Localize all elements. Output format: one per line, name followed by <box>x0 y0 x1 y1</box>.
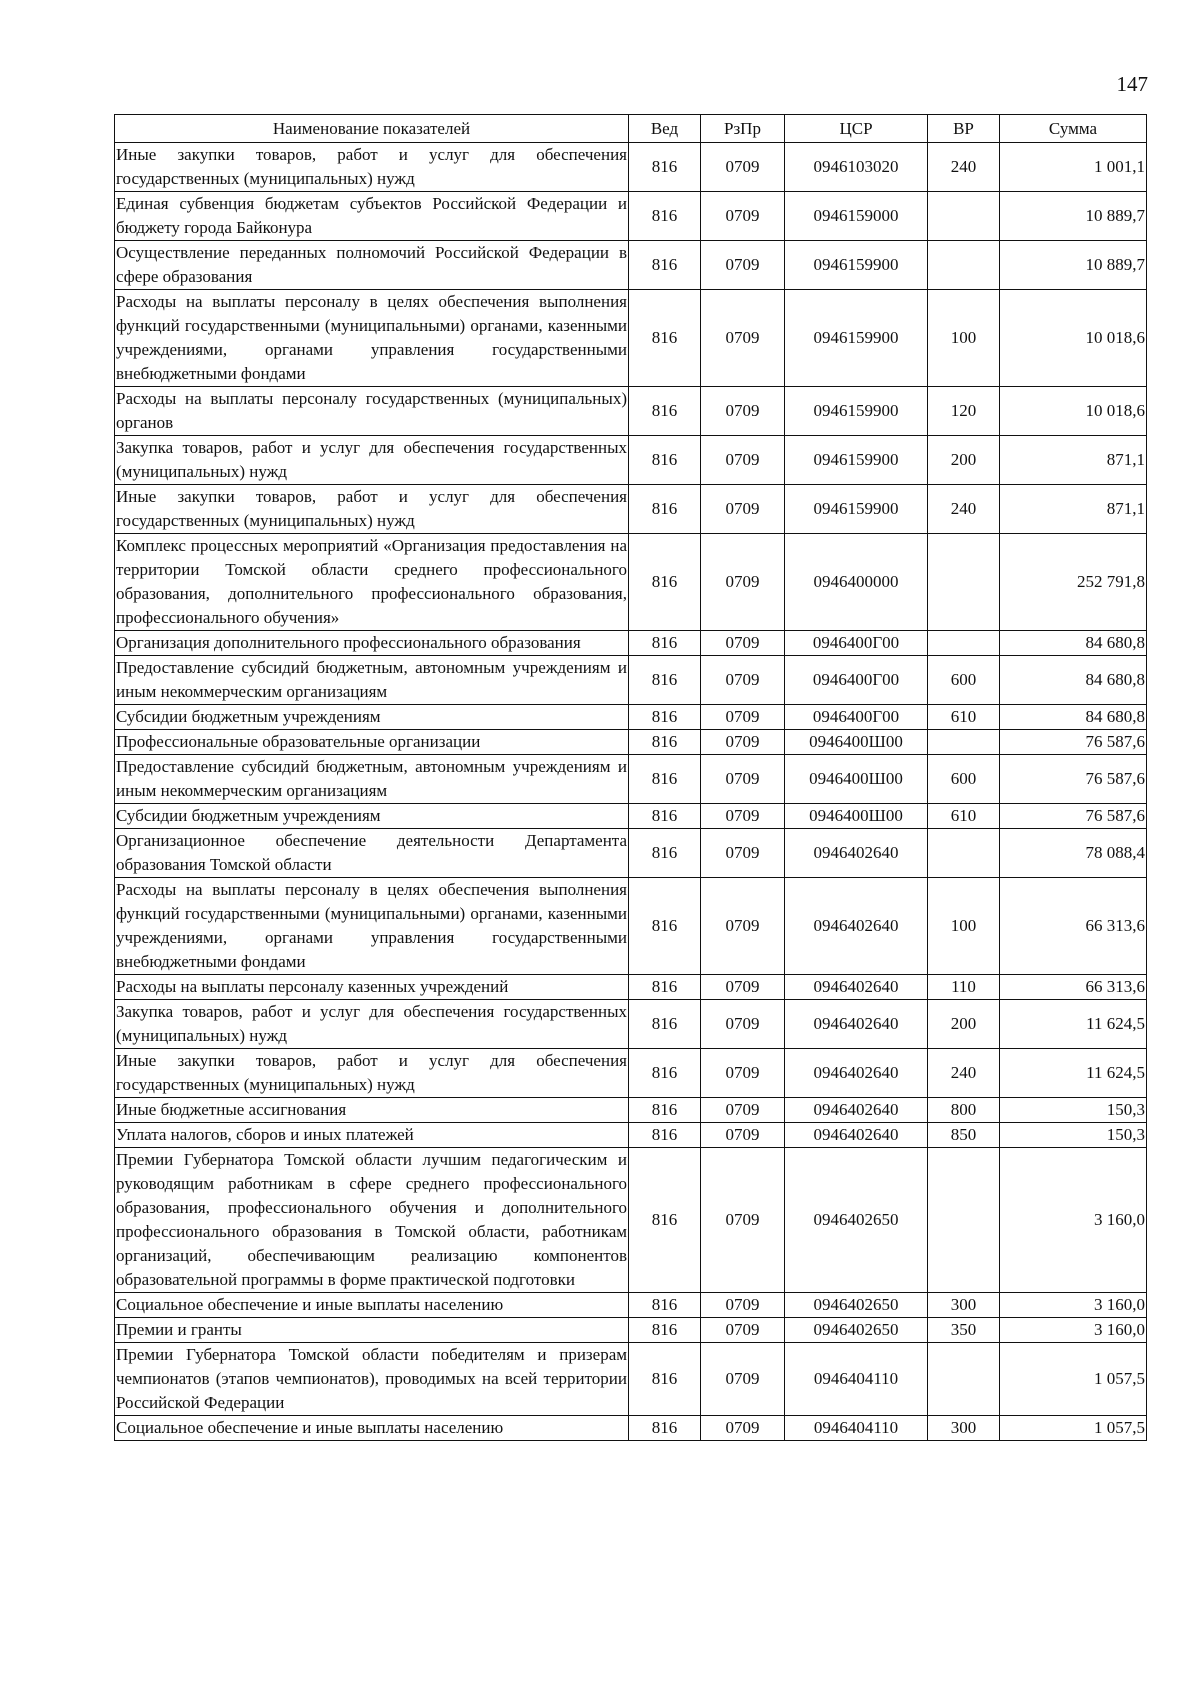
cell-ved: 816 <box>629 192 701 241</box>
cell-sum: 76 587,6 <box>1000 804 1147 829</box>
cell-rzpr: 0709 <box>701 1123 785 1148</box>
cell-name: Расходы на выплаты персоналу государственных (муниципальных) органов <box>115 387 629 436</box>
cell-sum: 252 791,8 <box>1000 534 1147 631</box>
cell-rzpr: 0709 <box>701 1293 785 1318</box>
cell-sum: 10 018,6 <box>1000 387 1147 436</box>
cell-csr: 0946400Ш00 <box>785 804 928 829</box>
cell-ved: 816 <box>629 1000 701 1049</box>
cell-sum: 10 889,7 <box>1000 192 1147 241</box>
cell-sum: 10 018,6 <box>1000 290 1147 387</box>
cell-ved: 816 <box>629 534 701 631</box>
cell-ved: 816 <box>629 878 701 975</box>
cell-vr: 110 <box>928 975 1000 1000</box>
cell-ved: 816 <box>629 387 701 436</box>
cell-csr: 0946400Г00 <box>785 631 928 656</box>
cell-ved: 816 <box>629 705 701 730</box>
cell-ved: 816 <box>629 143 701 192</box>
cell-ved: 816 <box>629 975 701 1000</box>
cell-name: Комплекс процессных мероприятий «Организация предоставления на территории Томской области среднего профессионального образования, дополнительного профессионального образования, профессионального обучения» <box>115 534 629 631</box>
cell-vr <box>928 534 1000 631</box>
table-row <box>115 192 1147 241</box>
cell-ved: 816 <box>629 804 701 829</box>
cell-ved: 816 <box>629 1049 701 1098</box>
header-rzpr: РзПр <box>701 115 785 143</box>
cell-csr: 0946404110 <box>785 1343 928 1416</box>
table-row <box>115 1049 1147 1098</box>
cell-rzpr: 0709 <box>701 1000 785 1049</box>
table-row <box>115 631 1147 656</box>
cell-vr: 200 <box>928 436 1000 485</box>
cell-csr: 0946402650 <box>785 1293 928 1318</box>
page-number: 147 <box>1116 72 1148 96</box>
cell-rzpr: 0709 <box>701 534 785 631</box>
header-sum: Сумма <box>1000 115 1147 143</box>
cell-vr: 300 <box>928 1293 1000 1318</box>
cell-name: Иные закупки товаров, работ и услуг для обеспечения государственных (муниципальных) нужд <box>115 143 629 192</box>
cell-vr <box>928 1148 1000 1293</box>
cell-name: Субсидии бюджетным учреждениям <box>115 705 629 730</box>
cell-ved: 816 <box>629 829 701 878</box>
table-row <box>115 1123 1147 1148</box>
cell-ved: 816 <box>629 1343 701 1416</box>
cell-name: Премии и гранты <box>115 1318 629 1343</box>
cell-rzpr: 0709 <box>701 631 785 656</box>
budget-table <box>114 114 1147 1441</box>
cell-name: Организационное обеспечение деятельности Департамента образования Томской области <box>115 829 629 878</box>
cell-csr: 0946159000 <box>785 192 928 241</box>
cell-sum: 150,3 <box>1000 1123 1147 1148</box>
header-csr: ЦСР <box>785 115 928 143</box>
cell-name: Уплата налогов, сборов и иных платежей <box>115 1123 629 1148</box>
cell-rzpr: 0709 <box>701 1343 785 1416</box>
cell-csr: 0946402650 <box>785 1318 928 1343</box>
cell-vr <box>928 829 1000 878</box>
cell-vr: 800 <box>928 1098 1000 1123</box>
cell-name: Иные закупки товаров, работ и услуг для обеспечения государственных (муниципальных) нужд <box>115 1049 629 1098</box>
cell-name: Предоставление субсидий бюджетным, автономным учреждениям и иным некоммерческим организациям <box>115 656 629 705</box>
header-vr: ВР <box>928 115 1000 143</box>
cell-rzpr: 0709 <box>701 656 785 705</box>
table-row <box>115 1098 1147 1123</box>
cell-csr: 0946402650 <box>785 1148 928 1293</box>
table-row <box>115 1416 1147 1441</box>
table-row <box>115 1343 1147 1416</box>
cell-csr: 0946402640 <box>785 1049 928 1098</box>
cell-csr: 0946400Ш00 <box>785 755 928 804</box>
cell-ved: 816 <box>629 1148 701 1293</box>
cell-rzpr: 0709 <box>701 387 785 436</box>
cell-csr: 0946159900 <box>785 290 928 387</box>
table-row <box>115 705 1147 730</box>
table-row <box>115 656 1147 705</box>
cell-rzpr: 0709 <box>701 975 785 1000</box>
table-row <box>115 1318 1147 1343</box>
cell-rzpr: 0709 <box>701 1416 785 1441</box>
cell-name: Субсидии бюджетным учреждениям <box>115 804 629 829</box>
cell-name: Предоставление субсидий бюджетным, автономным учреждениям и иным некоммерческим организациям <box>115 755 629 804</box>
table-row <box>115 436 1147 485</box>
cell-csr: 0946402640 <box>785 975 928 1000</box>
cell-sum: 1 057,5 <box>1000 1416 1147 1441</box>
cell-csr: 0946400Ш00 <box>785 730 928 755</box>
cell-csr: 0946404110 <box>785 1416 928 1441</box>
header-name: Наименование показателей <box>115 115 629 143</box>
cell-vr: 200 <box>928 1000 1000 1049</box>
table-row <box>115 878 1147 975</box>
cell-vr <box>928 1343 1000 1416</box>
cell-ved: 816 <box>629 730 701 755</box>
cell-sum: 84 680,8 <box>1000 705 1147 730</box>
table-row <box>115 534 1147 631</box>
cell-ved: 816 <box>629 1293 701 1318</box>
cell-rzpr: 0709 <box>701 1049 785 1098</box>
cell-sum: 3 160,0 <box>1000 1148 1147 1293</box>
cell-name: Премии Губернатора Томской области лучшим педагогическим и руководящим работникам в сфере среднего профессионального образования, профессионального обучения и дополнительного профессионального образования в Томской области, работникам организаций, обеспечивающим реализацию компонентов образовательной программы в форме практической подготовки <box>115 1148 629 1293</box>
cell-vr: 240 <box>928 143 1000 192</box>
cell-csr: 0946402640 <box>785 1000 928 1049</box>
table-header <box>115 115 1147 143</box>
cell-ved: 816 <box>629 290 701 387</box>
cell-rzpr: 0709 <box>701 1318 785 1343</box>
cell-rzpr: 0709 <box>701 1098 785 1123</box>
table-row <box>115 1293 1147 1318</box>
cell-ved: 816 <box>629 485 701 534</box>
cell-name: Социальное обеспечение и иные выплаты населению <box>115 1293 629 1318</box>
table-row <box>115 1148 1147 1293</box>
cell-vr <box>928 730 1000 755</box>
cell-sum: 76 587,6 <box>1000 755 1147 804</box>
cell-sum: 150,3 <box>1000 1098 1147 1123</box>
cell-sum: 3 160,0 <box>1000 1318 1147 1343</box>
cell-csr: 0946402640 <box>785 878 928 975</box>
cell-name: Закупка товаров, работ и услуг для обеспечения государственных (муниципальных) нужд <box>115 1000 629 1049</box>
cell-name: Расходы на выплаты персоналу в целях обеспечения выполнения функций государственными (муниципальными) органами, казенными учреждениями, органами управления государственными внебюджетными фондами <box>115 878 629 975</box>
cell-sum: 78 088,4 <box>1000 829 1147 878</box>
header-row <box>115 115 1147 143</box>
cell-csr: 0946402640 <box>785 1098 928 1123</box>
cell-ved: 816 <box>629 436 701 485</box>
cell-vr: 100 <box>928 878 1000 975</box>
table-row <box>115 755 1147 804</box>
cell-rzpr: 0709 <box>701 878 785 975</box>
cell-csr: 0946159900 <box>785 387 928 436</box>
cell-rzpr: 0709 <box>701 829 785 878</box>
cell-ved: 816 <box>629 1098 701 1123</box>
cell-vr: 300 <box>928 1416 1000 1441</box>
cell-sum: 11 624,5 <box>1000 1000 1147 1049</box>
cell-ved: 816 <box>629 755 701 804</box>
cell-name: Иные закупки товаров, работ и услуг для обеспечения государственных (муниципальных) нужд <box>115 485 629 534</box>
table-row <box>115 290 1147 387</box>
cell-rzpr: 0709 <box>701 143 785 192</box>
cell-rzpr: 0709 <box>701 755 785 804</box>
table-row <box>115 241 1147 290</box>
cell-name: Иные бюджетные ассигнования <box>115 1098 629 1123</box>
cell-csr: 0946103020 <box>785 143 928 192</box>
cell-name: Расходы на выплаты персоналу казенных учреждений <box>115 975 629 1000</box>
table-body <box>115 143 1147 1441</box>
table-row <box>115 829 1147 878</box>
cell-name: Расходы на выплаты персоналу в целях обеспечения выполнения функций государственными (муниципальными) органами, казенными учреждениями, органами управления государственными внебюджетными фондами <box>115 290 629 387</box>
cell-rzpr: 0709 <box>701 485 785 534</box>
cell-csr: 0946400000 <box>785 534 928 631</box>
cell-name: Единая субвенция бюджетам субъектов Российской Федерации и бюджету города Байконура <box>115 192 629 241</box>
cell-sum: 3 160,0 <box>1000 1293 1147 1318</box>
cell-sum: 10 889,7 <box>1000 241 1147 290</box>
cell-vr: 120 <box>928 387 1000 436</box>
cell-vr: 600 <box>928 755 1000 804</box>
cell-vr: 240 <box>928 1049 1000 1098</box>
cell-rzpr: 0709 <box>701 192 785 241</box>
cell-sum: 11 624,5 <box>1000 1049 1147 1098</box>
cell-sum: 1 057,5 <box>1000 1343 1147 1416</box>
cell-ved: 816 <box>629 1123 701 1148</box>
cell-vr: 610 <box>928 705 1000 730</box>
cell-ved: 816 <box>629 656 701 705</box>
cell-rzpr: 0709 <box>701 290 785 387</box>
cell-name: Закупка товаров, работ и услуг для обеспечения государственных (муниципальных) нужд <box>115 436 629 485</box>
table-row <box>115 730 1147 755</box>
cell-rzpr: 0709 <box>701 436 785 485</box>
cell-name: Осуществление переданных полномочий Российской Федерации в сфере образования <box>115 241 629 290</box>
cell-vr: 350 <box>928 1318 1000 1343</box>
cell-csr: 0946159900 <box>785 241 928 290</box>
cell-sum: 871,1 <box>1000 436 1147 485</box>
cell-vr <box>928 631 1000 656</box>
table-row <box>115 804 1147 829</box>
cell-vr <box>928 192 1000 241</box>
cell-ved: 816 <box>629 631 701 656</box>
table-row <box>115 1000 1147 1049</box>
cell-name: Премии Губернатора Томской области победителям и призерам чемпионатов (этапов чемпионатов), проводимых на всей территории Российской Федерации <box>115 1343 629 1416</box>
cell-csr: 0946402640 <box>785 1123 928 1148</box>
cell-rzpr: 0709 <box>701 241 785 290</box>
cell-sum: 84 680,8 <box>1000 631 1147 656</box>
table-row <box>115 485 1147 534</box>
cell-sum: 1 001,1 <box>1000 143 1147 192</box>
cell-rzpr: 0709 <box>701 730 785 755</box>
cell-vr: 850 <box>928 1123 1000 1148</box>
table-row <box>115 975 1147 1000</box>
cell-name: Социальное обеспечение и иные выплаты населению <box>115 1416 629 1441</box>
cell-csr: 0946400Г00 <box>785 705 928 730</box>
cell-sum: 66 313,6 <box>1000 975 1147 1000</box>
cell-ved: 816 <box>629 1416 701 1441</box>
cell-name: Организация дополнительного профессионального образования <box>115 631 629 656</box>
cell-vr: 600 <box>928 656 1000 705</box>
cell-vr: 610 <box>928 804 1000 829</box>
cell-csr: 0946402640 <box>785 829 928 878</box>
cell-sum: 66 313,6 <box>1000 878 1147 975</box>
cell-csr: 0946159900 <box>785 436 928 485</box>
table-row <box>115 143 1147 192</box>
table-row <box>115 387 1147 436</box>
cell-sum: 76 587,6 <box>1000 730 1147 755</box>
cell-sum: 84 680,8 <box>1000 656 1147 705</box>
cell-rzpr: 0709 <box>701 705 785 730</box>
cell-vr <box>928 241 1000 290</box>
cell-rzpr: 0709 <box>701 804 785 829</box>
cell-vr: 240 <box>928 485 1000 534</box>
cell-name: Профессиональные образовательные организации <box>115 730 629 755</box>
cell-vr: 100 <box>928 290 1000 387</box>
cell-rzpr: 0709 <box>701 1148 785 1293</box>
cell-ved: 816 <box>629 1318 701 1343</box>
cell-sum: 871,1 <box>1000 485 1147 534</box>
cell-ved: 816 <box>629 241 701 290</box>
header-ved: Вед <box>629 115 701 143</box>
cell-csr: 0946159900 <box>785 485 928 534</box>
cell-csr: 0946400Г00 <box>785 656 928 705</box>
